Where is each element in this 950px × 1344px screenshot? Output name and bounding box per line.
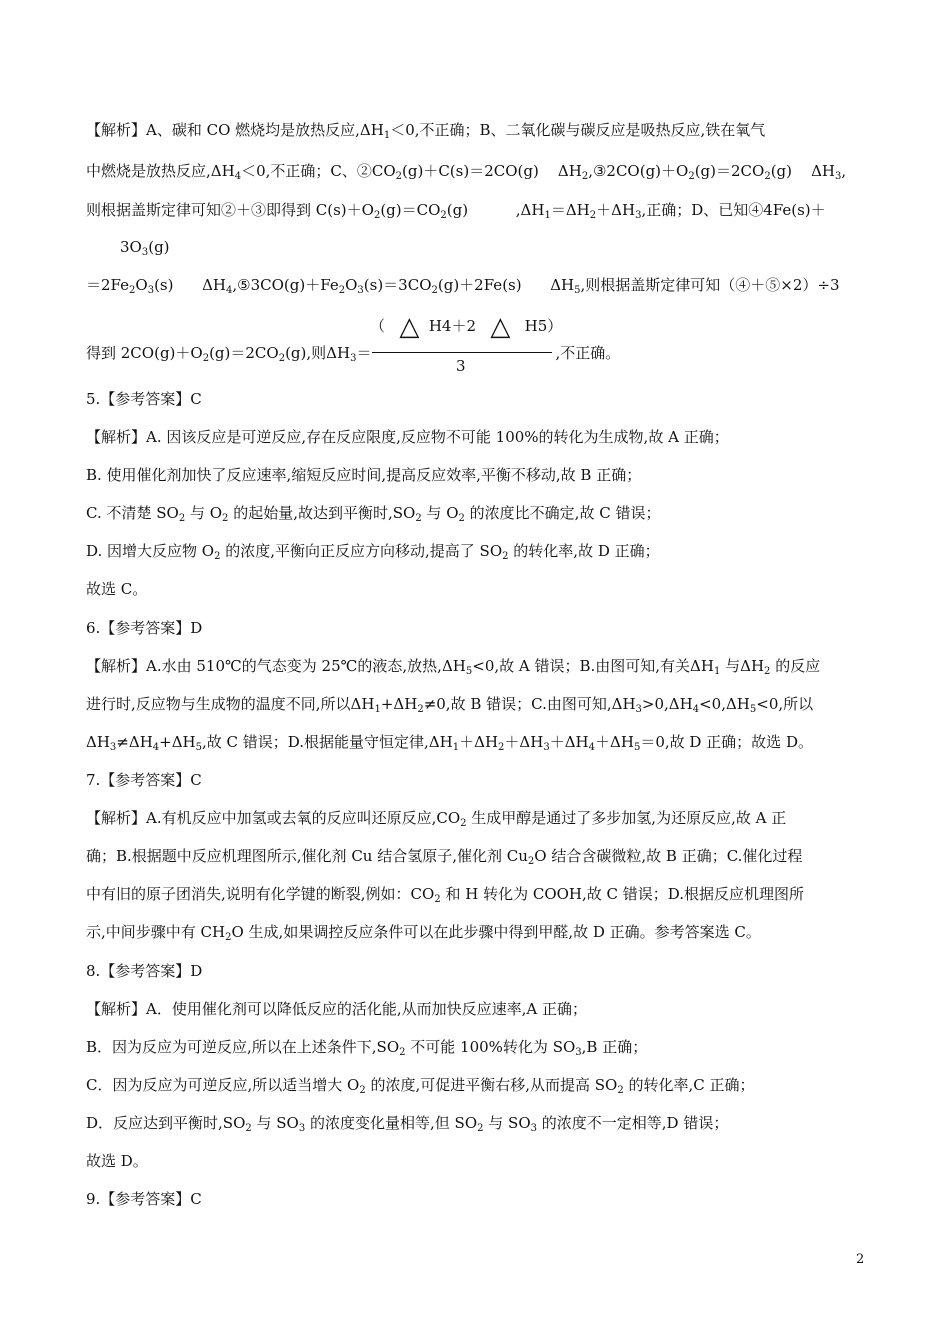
text-line: C. 不清楚 $SO_2$ 与 $O_2$ 的起始量,故达到平衡时$,SO_2$ 与 $O_2$ 的浓度比不确定,故 C 错误； xyxy=(86,504,661,524)
text-line: 中燃烧是放热反应$,\Delta H_4<0$,不正确；C、$②CO_2(g)+C(s)=2CO(g)$ $\Delta H_2,③2CO(g)+O_2(g)=2CO_2(g)$ $\Delta H_3$, xyxy=(86,162,847,182)
text-line: 得到 $2CO(g)+O_2(g)=2CO_2(g)$,则$\Delta H_3=$ ,不正确。 xyxy=(86,344,621,364)
text-line: D. 因增大反应物 $O_2$ 的浓度,平衡向正反应方向移动,提高了 $SO_2$ 的转化率,故 D 正确； xyxy=(86,542,660,562)
text-line: B. 使用催化剂加快了反应速率,缩短反应时间,提高反应效率,平衡不移动,故 B 正确； xyxy=(86,466,642,484)
text-line: 故选 C。 xyxy=(86,580,148,598)
page-number: 2 xyxy=(856,1252,865,1267)
text-line: B．因为反应为可逆反应,所以在上述条件下$,SO_2$ 不可能 100%转化为 $SO_3,B$ 正确； xyxy=(86,1038,648,1058)
text-line: 【解析】A、碳和 CO 燃烧均是放热反应$,\Delta H_1<0$,不正确；B、二氧化碳与碳反应是吸热反应,铁在氧气 xyxy=(86,121,766,141)
text-line: $3O_3(g)$ xyxy=(120,238,170,258)
text-line: D．反应达到平衡时$,SO_2$ 与 $SO_3$ 的浓度变化量相等,但 $SO_2$ 与 $SO_3$ 的浓度不一定相等,D 错误； xyxy=(86,1114,729,1134)
text-line: 【解析】A.有机反应中加氢或去氧的反应叫还原反应$,CO_2$ 生成甲醇是通过了多步加氢,为还原反应,故 A 正 xyxy=(86,809,787,829)
text-line: 进行时,反应物与生成物的温度不同,所以$\Delta H_1+\Delta H_2\ne 0$,故 B 错误；C.由图可知$,\Delta H_3>0,\Delta H_4<0,\Delta H_5<0$,所以 xyxy=(86,695,814,715)
text-line: 中有旧的原子团消失,说明有化学键的断裂,例如：$CO_2$ 和 H 转化为 COOH,故 C 错误；D.根据反应机理图所 xyxy=(86,885,805,905)
text-line: 则根据盖斯定律可知②＋③即得到 $C(s)+O_2(g)=CO_2(g)$ $,\Delta H_1=\Delta H_2+\Delta H_3$,正确；D、已知④4Fe(s)＋ xyxy=(86,201,826,221)
text-line: 6.【参考答案】D xyxy=(86,619,203,637)
text-line: 7.【参考答案】C xyxy=(86,771,202,789)
text-line: 【解析】A．使用催化剂可以降低反应的活化能,从而加快反应速率,A 正确； xyxy=(86,1000,587,1018)
text-line: $=2Fe_2O_3(s)$ $\Delta H_4,⑤3CO(g)+Fe_2O_3(s)=3CO_2(g)+2Fe(s)$ $\Delta H_5$,则根据盖斯定律可知（④＋⑤×2）÷3 xyxy=(86,276,840,296)
text-line: 3 xyxy=(456,357,466,375)
text-line: 5.【参考答案】C xyxy=(86,390,202,408)
text-line: 8.【参考答案】D xyxy=(86,962,203,980)
text-line: $\Delta H_3\ne\Delta H_4+\Delta H_5$,故 C 错误；D.根据能量守恒定律$,\Delta H_1+\Delta H_2+\Delta H_3+\Delta H_4+\Delta H_5=0$,故 D 正确；故选 D。 xyxy=(86,733,813,753)
text-line: 9.【参考答案】C xyxy=(86,1190,202,1208)
text-line: （ △ H4＋2 △ H5） xyxy=(370,312,563,342)
fraction-bar xyxy=(372,352,552,353)
text-line: 【解析】A.水由 510℃的气态变为 25℃的液态,放热$,\Delta H_5<0$,故 A 错误；B.由图可知,有关$\Delta H_1$ 与$\Delta H_2$ 的反应 xyxy=(86,657,821,677)
text-line: 示,中间步骤中有 $CH_2O$ 生成,如果调控反应条件可以在此步骤中得到甲醛,故 D 正确。参考答案选 C。 xyxy=(86,923,761,943)
text-line: 【解析】A. 因该反应是可逆反应,存在反应限度,反应物不可能 100%的转化为生成物,故 A 正确； xyxy=(86,428,729,446)
text-line: 确；B.根据题中反应机理图所示,催化剂 Cu 结合氢原子,催化剂 $Cu_2O$ 结合含碳微粒,故 B 正确；C.催化过程 xyxy=(86,847,803,867)
text-line: 故选 D。 xyxy=(86,1152,148,1170)
text-line: C．因为反应为可逆反应,所以适当增大 $O_2$ 的浓度,可促进平衡右移,从而提高 $SO_2$ 的转化率,C 正确； xyxy=(86,1076,755,1096)
